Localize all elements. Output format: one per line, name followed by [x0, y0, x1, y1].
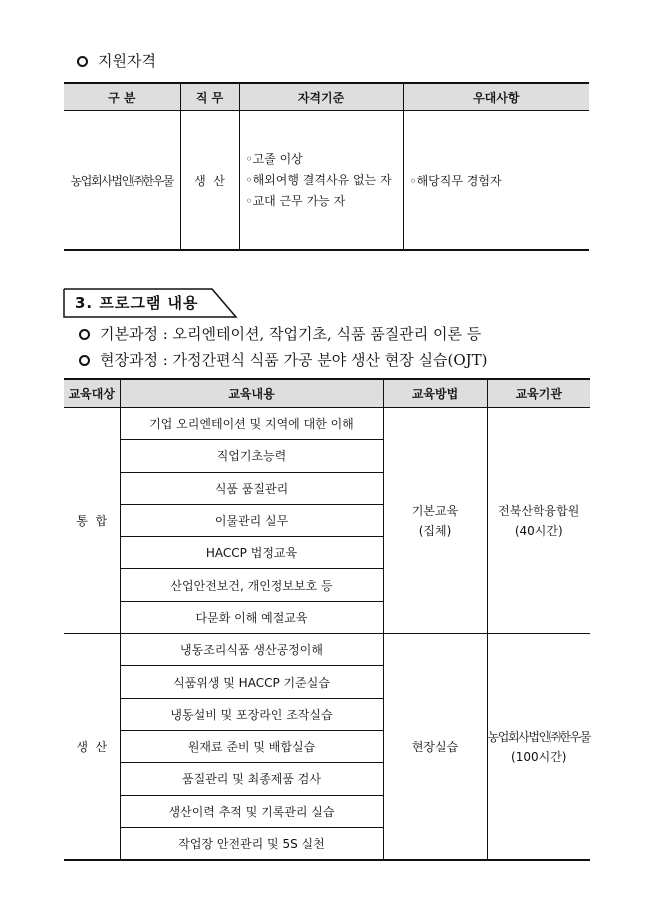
- circle-bullet-icon: [79, 355, 90, 366]
- content-cell: 산업안전보건, 개인정보보호 등: [120, 569, 383, 601]
- content-cell: 생산이력 추적 및 기록관리 실습: [120, 795, 383, 827]
- content-cell: 품질관리 및 최종제품 검사: [120, 763, 383, 795]
- content-cell: 직업기초능력: [120, 440, 383, 472]
- column-header: 교육대상: [64, 379, 120, 408]
- target-cell: 생 산: [64, 634, 120, 861]
- qualification-table: [64, 82, 589, 251]
- content-cell: 작업장 안전관리 및 5S 실천: [120, 827, 383, 860]
- column-header: 직 무: [180, 83, 239, 111]
- column-header: 교육방법: [383, 379, 487, 408]
- qualification-heading: 지원자격: [77, 50, 156, 71]
- program-table: [64, 378, 590, 861]
- method-cell: 기본교육 (집체): [383, 408, 487, 634]
- job-cell: 생 산: [180, 111, 239, 251]
- table-row: [64, 408, 590, 440]
- criteria-cell: [239, 111, 403, 251]
- circle-bullet-icon: [77, 56, 88, 67]
- table-row: [64, 111, 589, 251]
- content-cell: 냉동설비 및 포장라인 조작실습: [120, 698, 383, 730]
- criteria-item: ◦고졸 이상: [245, 151, 303, 166]
- criteria-item: ◦교대 근무 가능 자: [245, 193, 346, 208]
- column-header: 교육기관: [487, 379, 590, 408]
- institution-cell: 전북산학융합원 (40시간): [487, 408, 590, 634]
- section-title: 3. 프로그램 내용: [75, 294, 199, 312]
- content-cell: 원재료 준비 및 배합실습: [120, 730, 383, 762]
- institution-cell: 농업회사법인㈜한우물 (100시간): [487, 634, 590, 861]
- content-cell: 냉동조리식품 생산공정이해: [120, 634, 383, 666]
- table-header-row: [64, 379, 590, 408]
- method-cell: 현장실습: [383, 634, 487, 861]
- circle-bullet-icon: [79, 329, 90, 340]
- table-row: [64, 634, 590, 666]
- program-line: 현장과정 : 가정간편식 식품 가공 분야 생산 현장 실습(OJT): [79, 349, 488, 370]
- column-header: 자격기준: [239, 83, 403, 111]
- content-cell: 기업 오리엔테이션 및 지역에 대한 이해: [120, 408, 383, 440]
- preference-cell: ◦해당직무 경험자: [403, 111, 589, 251]
- content-cell: 식품위생 및 HACCP 기준실습: [120, 666, 383, 698]
- content-cell: 다문화 이해 예절교육: [120, 601, 383, 633]
- program-line: 기본과정 : 오리엔테이션, 작업기초, 식품 품질관리 이론 등: [79, 323, 481, 344]
- content-cell: 이물관리 실무: [120, 504, 383, 536]
- content-cell: HACCP 법정교육: [120, 537, 383, 569]
- column-header: 우대사항: [403, 83, 589, 111]
- column-header: 교육내용: [120, 379, 383, 408]
- table-header-row: [64, 83, 589, 111]
- column-header: 구 분: [64, 83, 180, 111]
- target-cell: 통 합: [64, 408, 120, 634]
- section-title-box: [63, 288, 238, 318]
- company-cell: 농업회사법인㈜한우물: [64, 111, 180, 251]
- criteria-item: ◦해외여행 결격사유 없는 자: [245, 172, 392, 187]
- content-cell: 식품 품질관리: [120, 472, 383, 504]
